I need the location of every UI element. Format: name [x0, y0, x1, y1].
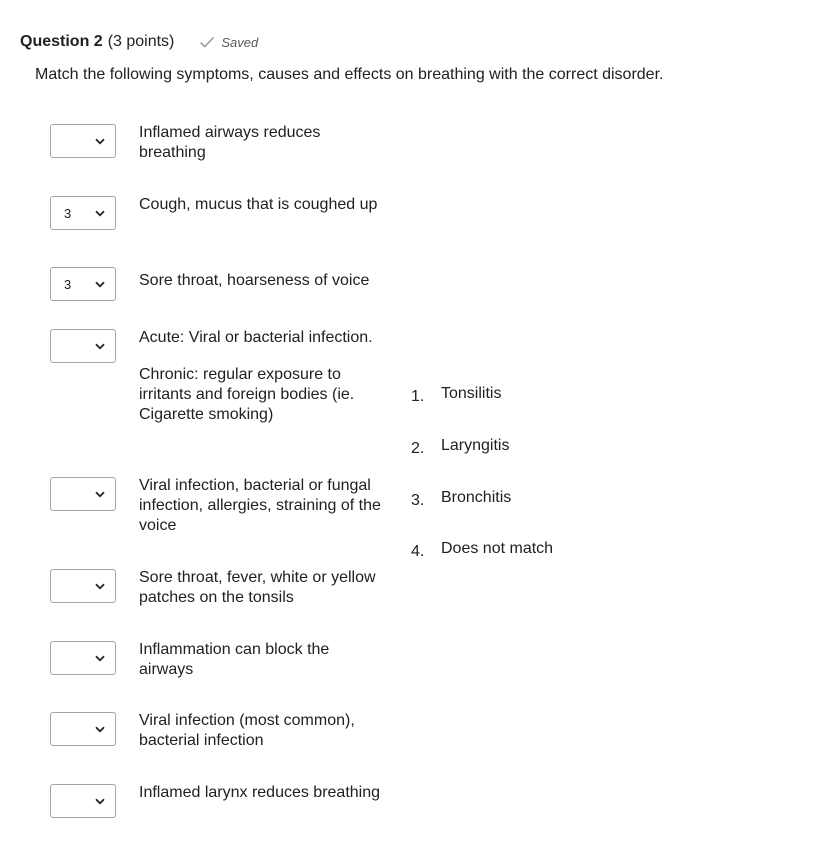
match-select[interactable]	[50, 267, 116, 301]
chevron-down-icon	[95, 138, 105, 145]
chevron-down-icon	[95, 798, 105, 805]
match-item-text-chronic: Chronic: regular exposure to irritants and foreign bodies (ie. Cigarette smoking)	[139, 366, 355, 423]
answer-number: 2.	[411, 440, 425, 457]
match-select[interactable]	[50, 784, 116, 818]
answer-label: Laryngitis	[441, 437, 510, 454]
match-select[interactable]	[50, 477, 116, 511]
answer-label: Bronchitis	[441, 489, 512, 506]
checkmark-icon	[199, 36, 215, 48]
match-select[interactable]	[50, 569, 116, 603]
match-select[interactable]	[50, 124, 116, 158]
question-points: (3 points)	[107, 33, 175, 50]
match-item-text: Viral infection (most common), bacterial infection	[139, 712, 355, 749]
saved-status	[199, 35, 258, 50]
chevron-down-icon	[95, 210, 105, 217]
answer-item	[411, 539, 671, 561]
answer-item	[411, 384, 671, 406]
match-item-text: Sore throat, hoarseness of voice	[139, 272, 370, 289]
match-select-value: 3	[64, 205, 72, 221]
answer-item	[411, 436, 671, 458]
question-header	[20, 31, 258, 53]
saved-label: Saved	[221, 34, 259, 50]
match-select[interactable]	[50, 329, 116, 363]
match-select-value: 3	[64, 276, 72, 292]
match-item-text: Inflamed airways reduces breathing	[139, 124, 321, 161]
question-prompt: Match the following symptoms, causes and effects on breathing with the correct disorder.	[35, 66, 664, 83]
answer-item	[411, 488, 671, 510]
chevron-down-icon	[95, 583, 105, 590]
chevron-down-icon	[95, 491, 105, 498]
match-item-text: Inflamed larynx reduces breathing	[139, 784, 381, 801]
answer-label: Does not match	[441, 540, 554, 557]
chevron-down-icon	[95, 655, 105, 662]
chevron-down-icon	[95, 726, 105, 733]
match-item-text: Viral infection, bacterial or fungal infection, allergies, straining of the voice	[139, 477, 381, 534]
match-item-text: Inflammation can block the airways	[139, 641, 330, 678]
match-item-text: Sore throat, fever, white or yellow patches on the tonsils	[139, 569, 376, 606]
answer-number: 4.	[411, 543, 425, 560]
answer-label: Tonsilitis	[441, 385, 502, 402]
answer-number: 1.	[411, 388, 425, 405]
question-title: Question 2	[20, 33, 103, 50]
match-item-text	[139, 328, 384, 425]
match-select[interactable]	[50, 641, 116, 675]
match-select[interactable]	[50, 196, 116, 230]
answer-number: 3.	[411, 492, 425, 509]
match-select[interactable]	[50, 712, 116, 746]
match-item-text: Cough, mucus that is coughed up	[139, 196, 378, 213]
match-item-text-acute: Acute: Viral or bacterial infection.	[139, 329, 373, 346]
chevron-down-icon	[95, 281, 105, 288]
chevron-down-icon	[95, 343, 105, 350]
